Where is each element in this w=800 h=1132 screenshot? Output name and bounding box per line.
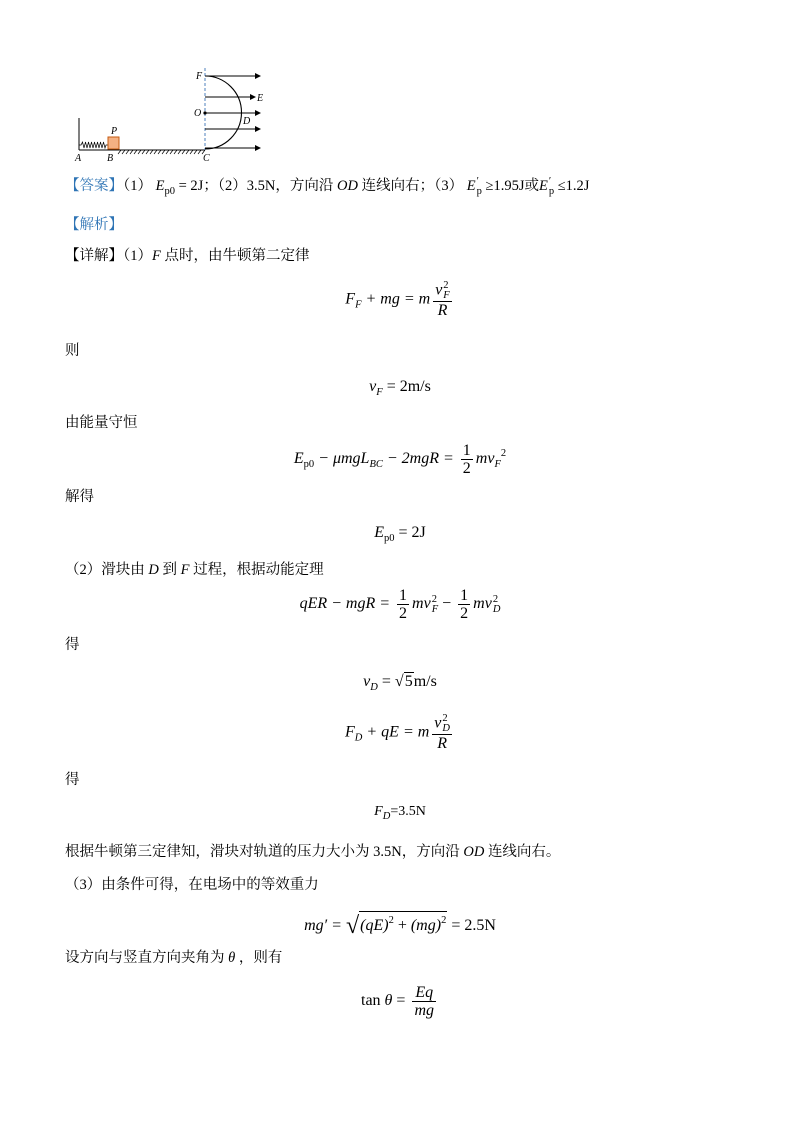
- text-energy-conservation: [65, 413, 138, 433]
- answer-ep-upper-subscript: p: [548, 185, 555, 197]
- text-get-2: [65, 770, 80, 790]
- eq5-scripts-2: [493, 595, 501, 615]
- eq3-v-subscript: F: [494, 459, 501, 471]
- answer-or: 或: [524, 178, 539, 194]
- eq5-half-fraction-1: [397, 587, 409, 622]
- answer-ep-upper-prime: ′: [548, 175, 552, 187]
- point-label-D: D: [243, 116, 251, 127]
- answer-ep0-subscript: p0: [164, 186, 175, 197]
- answer-ep0-symbol: E: [155, 178, 165, 194]
- text-then-label: 则: [65, 343, 80, 359]
- eq5-half-fraction-2: [458, 587, 470, 622]
- eq10-denominator: mg: [414, 1002, 434, 1019]
- text-get-1: [65, 635, 80, 655]
- part3-line: [65, 875, 319, 895]
- track-diagram: [0, 0, 300, 170]
- part2-point-F: F: [180, 562, 190, 578]
- detail-line: [65, 246, 309, 266]
- eq5-denominator-2: 2: [460, 605, 469, 622]
- eq6-velocity: v: [363, 673, 371, 690]
- eq8-value: =3.5N: [390, 804, 426, 819]
- eq3-numerator: 1: [462, 442, 471, 459]
- detail-point-F: F: [152, 248, 161, 264]
- spring: [79, 142, 108, 148]
- detail-tag: 【详解】: [65, 248, 123, 264]
- detail-part1-label: （1）: [123, 248, 152, 264]
- center-point-O: [203, 111, 206, 114]
- eq10-fraction: [412, 984, 436, 1019]
- equation-vD-result: [0, 672, 800, 698]
- eq7-velocity: v: [434, 714, 442, 732]
- eq7-force: F: [345, 723, 355, 741]
- eq7-numerator: [432, 714, 452, 735]
- point-label-P: P: [111, 126, 118, 137]
- eq5-lhs: qER − mgR =: [299, 595, 395, 613]
- eq10-tan: tan: [361, 992, 385, 1010]
- arrowhead-icon: [255, 126, 261, 132]
- eq3-half-fraction: [461, 442, 473, 477]
- eq4-value: = 2J: [394, 524, 426, 541]
- eq9-term-1: (qE): [360, 917, 389, 934]
- eq1-middle: + mg = m: [361, 290, 431, 308]
- eq7-fraction: [432, 714, 452, 752]
- eq9-term-2: (mg): [410, 917, 442, 934]
- newton-third-law-line: [65, 842, 560, 862]
- answer-ep-lower-value: ≥1.95J: [481, 178, 525, 194]
- eq1-force-subscript: F: [355, 299, 362, 311]
- part2-point-D: D: [148, 562, 159, 578]
- point-label-A: A: [75, 153, 82, 164]
- eq3-energy: E: [293, 450, 304, 468]
- equation-tan-theta: [0, 984, 800, 1019]
- part2-text: 过程，根据动能定理: [189, 562, 324, 578]
- angle-text-2: ，则有: [235, 950, 283, 966]
- eq7-middle: + qE = m: [362, 723, 430, 741]
- eq1-velocity-subscript: F: [443, 290, 450, 301]
- eq10-equals: =: [392, 992, 410, 1010]
- part2-lead: （2）滑块由: [65, 562, 149, 578]
- eq2-velocity: v: [369, 378, 377, 395]
- eq8-force-subscript: D: [382, 811, 391, 822]
- angle-line: [65, 948, 282, 968]
- answer-part2-end: 连线向右；（3）: [358, 178, 467, 194]
- eq5-power-2: 2: [492, 593, 499, 605]
- text-get-2-label: 得: [65, 772, 80, 788]
- eq5-mv-2: mv: [473, 595, 492, 613]
- answer-ep-lower-subscript: p: [476, 185, 482, 197]
- part2-to: 到: [158, 562, 181, 578]
- newton3-text-1: 根据牛顿第三定律知，滑块对轨道的压力大小为 3.5N，方向沿: [65, 844, 464, 860]
- eq9-plus: +: [393, 917, 411, 934]
- eq5-subscript-1: F: [431, 603, 439, 615]
- text-solve: [65, 487, 94, 507]
- answer-od-symbol: OD: [337, 178, 358, 194]
- arrowhead-icon: [255, 73, 261, 79]
- point-label-E: E: [257, 93, 264, 104]
- eq7-velocity-scripts: [442, 714, 450, 734]
- point-label-O: O: [194, 108, 202, 119]
- eq3-v-power: 2: [500, 448, 507, 460]
- analysis-tag: 【解析】: [65, 217, 123, 233]
- eq9-sqrt-icon: √: [345, 913, 360, 939]
- eq9-power-1: 2: [388, 915, 394, 926]
- part2-line: [65, 560, 324, 580]
- arrowhead-icon: [250, 94, 256, 100]
- eq1-velocity: v: [435, 281, 443, 299]
- eq6-unit: m/s: [413, 673, 437, 690]
- eq7-velocity-power: 2: [442, 713, 448, 724]
- eq4-energy-subscript: p0: [384, 533, 395, 544]
- point-label-B: B: [107, 153, 114, 164]
- eq9-radicand: [359, 911, 447, 935]
- eq5-denominator-1: 2: [399, 605, 408, 622]
- angle-text-1: 设方向与竖直方向夹角为: [65, 950, 229, 966]
- newton3-text-2: 连线向右。: [484, 844, 561, 860]
- text-then: [65, 341, 80, 361]
- eq3-friction-term: − μmgL: [314, 450, 370, 468]
- eq10-theta: θ: [384, 992, 393, 1010]
- eq5-minus: −: [438, 595, 456, 613]
- eq2-value: = 2m/s: [382, 378, 431, 395]
- detail-text: 点时，由牛顿第二定律: [160, 248, 310, 264]
- eq6-radicand: 5: [404, 673, 413, 690]
- eq3-mv: mv: [475, 450, 495, 468]
- text-get-1-label: 得: [65, 637, 80, 653]
- eq7-denominator: R: [437, 735, 448, 752]
- block-P: [108, 137, 119, 149]
- point-label-F: F: [196, 71, 203, 82]
- eq10-numerator: Eq: [412, 984, 436, 1002]
- eq1-velocity-power: 2: [443, 280, 449, 291]
- answer-ep0-value: = 2J: [174, 178, 204, 194]
- eq5-mv-1: mv: [412, 595, 431, 613]
- answer-ep-lower-prime: ′: [476, 175, 479, 187]
- text-solve-label: 解得: [65, 489, 94, 505]
- eq9-power-2: 2: [441, 915, 447, 926]
- eq7-velocity-subscript: D: [442, 723, 450, 734]
- eq5-numerator-1: 1: [399, 587, 408, 604]
- eq1-numerator: [433, 281, 452, 302]
- arrowhead-icon: [255, 145, 261, 151]
- equation-work-energy-theorem: [0, 587, 800, 622]
- eq4-energy: E: [374, 524, 385, 541]
- part3-text: （3）由条件可得，在电场中的等效重力: [65, 877, 319, 893]
- eq5-numerator-2: 1: [460, 587, 469, 604]
- eq7-force-subscript: D: [354, 732, 363, 744]
- eq3-denominator: 2: [462, 460, 471, 477]
- eq6-velocity-subscript: D: [370, 682, 378, 693]
- answer-ep-upper-symbol: E: [538, 178, 548, 194]
- arrowhead-icon: [255, 110, 261, 116]
- eq5-power-1: 2: [431, 593, 437, 605]
- eq9-value: = 2.5N: [447, 917, 496, 934]
- eq2-velocity-subscript: F: [376, 387, 383, 398]
- answer-part1-label: （1）: [123, 178, 156, 194]
- ground-hatching: [118, 150, 205, 154]
- eq6-sqrt-icon: √: [394, 673, 404, 690]
- eq6-equals: =: [377, 673, 395, 690]
- equation-energy-conservation: [0, 442, 800, 477]
- analysis-heading: [65, 215, 123, 235]
- point-label-C: C: [203, 153, 210, 164]
- equation-vF-result: [0, 377, 800, 403]
- answer-ep-upper-value: ≤1.2J: [554, 178, 590, 194]
- answer-part2-text: ；（2）3.5N，方向沿: [203, 178, 338, 194]
- eq3-gravity-term: − 2mgR =: [382, 450, 458, 468]
- answer-tag: 【答案】: [65, 178, 123, 194]
- eq3-length-subscript: BC: [369, 459, 383, 471]
- equation-ep0-result: [0, 523, 800, 549]
- equation-equivalent-gravity: [0, 911, 800, 939]
- newton3-od-symbol: OD: [463, 844, 485, 860]
- equation-newton-second-law-at-D: [0, 714, 800, 752]
- text-energy-label: 由能量守恒: [65, 415, 138, 431]
- eq9-lhs: mg′ =: [304, 917, 346, 934]
- angle-theta: θ: [228, 950, 236, 966]
- answer-ep-lower-symbol: E: [466, 178, 476, 194]
- eq1-velocity-scripts: [443, 281, 449, 301]
- equation-FD-result: [0, 802, 800, 827]
- eq1-fraction: [433, 281, 452, 319]
- eq8-force: F: [374, 804, 383, 819]
- eq5-subscript-2: D: [492, 603, 501, 615]
- eq1-denominator: R: [437, 302, 448, 319]
- eq1-force: F: [345, 290, 356, 308]
- eq3-energy-subscript: p0: [303, 459, 315, 471]
- answer-line: [65, 176, 589, 196]
- equation-newton-second-law-at-F: [0, 281, 800, 319]
